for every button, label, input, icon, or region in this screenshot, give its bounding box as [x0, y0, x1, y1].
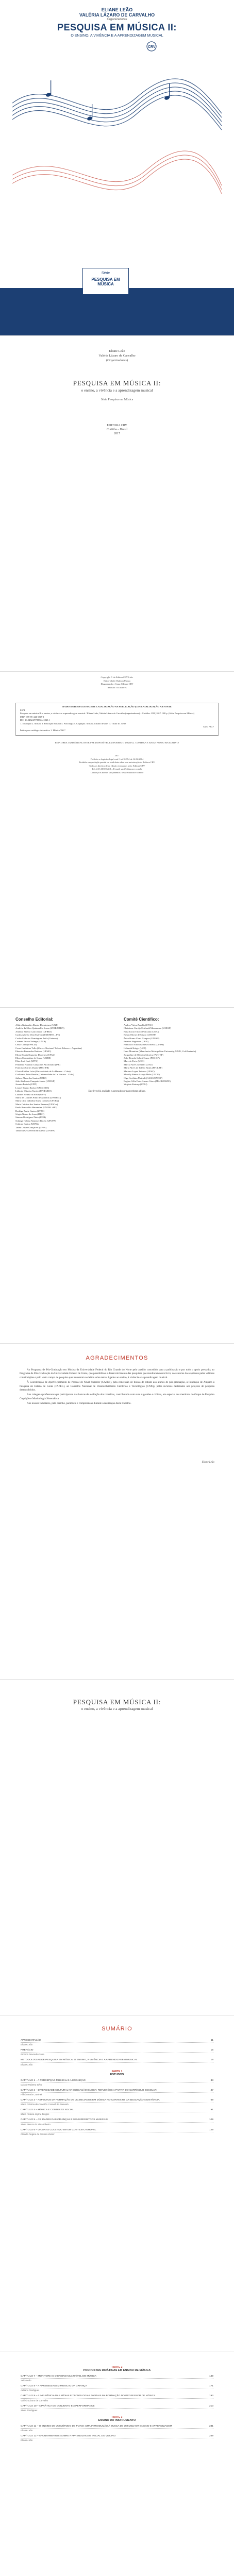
toc-entry-page: 109 — [209, 2119, 213, 2122]
toc-entry[interactable] — [21, 2119, 213, 2125]
toc-entry-title: CAPÍTULO 7 – MONITORIA E O ENSINO MULTINÍVEL EM MÚSICA — [21, 2375, 97, 2378]
editorial-council-title: Conselho Editorial: — [15, 1017, 54, 1022]
cover-subtitle: O ENSINO, A VIVÊNCIA E A APRENDIZAGEM MUSICAL — [71, 34, 163, 38]
toc-entry-title: CAPÍTULO 5 – AS IDADES DAS CRIANÇAS E SEUS REGISTROS MUSICAIS — [21, 2119, 108, 2122]
toc-entry-page: 259 — [209, 2435, 213, 2438]
council-member: Sydione Santos (UEPG) — [15, 1123, 39, 1126]
peer-review-note: Este livro foi avaliado e aprovado por pareceristas ad hoc. — [88, 1090, 146, 1093]
cover-series-name: PESQUISA EM MÚSICA — [91, 277, 120, 286]
legal-year: 2017 — [114, 754, 120, 757]
council-member: Eduardo Fernandes Barbosa (UFMG) — [15, 1050, 52, 1053]
council-member: Maria Cristina dos Santos Bezerra (UFSCar) — [15, 1103, 58, 1106]
publisher-name: EDITORA CRV — [107, 424, 127, 427]
half-title-page — [0, 336, 234, 672]
inner-subtitle: o ensino, a vivência e a aprendizagem musical — [81, 1706, 153, 1711]
council-member: Andréia da Silva Quintanilha Sousa (UNIR/UFRN) — [15, 1027, 64, 1030]
cover-page — [0, 0, 234, 336]
toc-entry-author: Flávia Maria Cruvinel — [21, 2093, 42, 2096]
council-member: Celso Conti (UFSCar) — [15, 1043, 37, 1046]
scientific-committee-list — [124, 1024, 227, 1087]
cover-author-2: VALÉRIA LÁZARO DE CARVALHO — [79, 12, 155, 18]
toc-entry-author: Eliane Leão — [21, 2439, 33, 2442]
cip-doi: DOI 10.24824/978854441845.1 — [20, 719, 50, 721]
paragraph: À Coordenação de Aperfeiçoamento de Pessoal de Nível Superior (CAPES), pela concessão de bolsas de estudo aos alunos de pós-graduação, à Fundação de Amparo à Pesquisa do Estado de Goiás (FAPEG), ao Conselho Nacional de Desenvolvimento Científico e Tecnológico (CNPq), pelos recursos destinados aos projetos de pesquisa desenvolvidos. — [20, 1381, 214, 1392]
council-member: Simone Rodrigues Pinto (UNB) — [15, 1116, 46, 1119]
council-member: Paulo Romualdo Hernandes (UNIFAL-MG) — [15, 1106, 58, 1109]
council-member: Sérgio Nunes de Jesus (IFRO) — [15, 1112, 44, 1115]
toc-entry[interactable] — [21, 2405, 213, 2412]
toc-entry[interactable] — [21, 2039, 213, 2046]
legal-block — [0, 754, 234, 774]
council-member: Jacqueline de Oliveira Moreira (PUC-SP) — [124, 1053, 163, 1056]
toc-entry-title: CAPÍTULO 12 – APONTAMENTOS SOBRE A APRENDIZAGEM INICIAL DO VIOLINO — [21, 2435, 116, 2438]
toc-entry-author: Eliane Leão — [21, 2063, 33, 2066]
half-title-subtitle: o ensino, a vivência e a aprendizagem musical — [81, 388, 153, 393]
council-member: Elizeu Clementino de Souza (UNEB) — [15, 1057, 51, 1060]
cover-series-box — [82, 268, 129, 295]
paragraph: Aos colegas e professores que participaram das bancas de avaliação dos trabalhos, contribuindo com suas sugestões e críticas, em especial aos membros do Grupo de Pesquisa Cognição e Musicologia Sistemática. — [20, 1393, 214, 1400]
toc-entry-author: Claudia Regina de Oliveira Zanini — [21, 2132, 55, 2136]
council-member: Aldira Guimarães Duarte Domínguez (UNB) — [15, 1024, 58, 1026]
cip-body: Pesquisa em música II: o ensino, a vivência e a aprendizagem musical / Eliane Leão, Valéria Lázaro de Carvalho (organizadoras) – Curitiba: CRV, 2017. 308 p. (Série Pesquisa em Música) — [20, 712, 195, 715]
toc-entry-author: Ricardo Dourado Freire — [21, 2053, 44, 2056]
toc-entry-title: CAPÍTULO 10 – A PRÁTICA DE CONJUNTO E A PERFORMANCE — [21, 2404, 95, 2408]
half-title-title: PESQUISA EM MÚSICA II: — [73, 379, 161, 387]
cip-cdd: CDD 780.7 — [203, 725, 214, 728]
council-member: Leonel Severo Rocha (UNISINOS) — [15, 1086, 49, 1089]
council-member: Marcia Alves Tassinari (USU) — [124, 1063, 153, 1066]
toc-entry-page: 47 — [210, 2089, 213, 2092]
toc-entry-title: CAPÍTULO 9 – A INFLUÊNCIA DAS MÍDIAS E TECNOLOGIAS DIGITAIS NA FORMAÇÃO DO PROFESSOR DE MÚSICA — [21, 2395, 156, 2398]
toc-entry[interactable] — [21, 2109, 213, 2115]
half-title-org-1: Eliane Leão — [109, 349, 125, 353]
cip-subjects: 1. Educação 2. Música 3. Educação musical 4. Psicologia 5. Cognição. Música. Ensino de arte. II. Título III. Série — [20, 722, 126, 725]
cover-bottom-band — [0, 288, 234, 335]
toc-entry-page: 149 — [209, 2375, 213, 2378]
review-line: Revisão: Os Autores — [107, 686, 127, 689]
publisher-place: Curitiba – Brasil — [107, 428, 127, 431]
council-member: Solange Helena Ximenes-Rocha (UFOPA) — [15, 1119, 56, 1122]
toc-entry[interactable] — [21, 2375, 213, 2382]
council-member: Andrea Vieira Zanella (UFSC) — [124, 1024, 153, 1026]
toc-entry[interactable] — [21, 2079, 213, 2086]
acknowledgements-title: AGRADECIMENTOS — [86, 1355, 148, 1361]
design-line: Diagramação e Capa: Editora CRV — [101, 683, 133, 685]
svg-text:CRV: CRV — [148, 45, 156, 49]
council-member: Maria Alves de Toledo Bruns (FFCLRP) — [124, 1066, 162, 1070]
toc-part-2-chapters — [21, 2375, 213, 2412]
toc-part-1-name: ESTUDOS — [110, 2073, 124, 2076]
toc-part-2 — [21, 2366, 213, 2372]
toc-part-1-chapters — [21, 2079, 213, 2136]
toc-list-1 — [21, 2039, 213, 2139]
acknowledgements-body — [20, 1368, 214, 1407]
toc-entry[interactable] — [21, 2385, 213, 2392]
council-member: João Adalberto Campato Junior (UNESP) — [15, 1079, 55, 1082]
council-member: Antônio Pereira Gaio Júnior (UFRRJ) — [15, 1030, 52, 1033]
scientific-committee-title: Comitê Científico: — [124, 1017, 159, 1022]
editorial-council-list — [15, 1024, 119, 1132]
cover-series-label: Série — [101, 272, 110, 275]
toc-page-1 — [0, 2015, 234, 2351]
toc-part-2-name: PROPOSTAS DIDÁTICAS EM ENSINO DE MÚSICA — [83, 2369, 151, 2372]
toc-front-matter — [21, 2039, 213, 2066]
toc-entry[interactable] — [21, 2425, 213, 2432]
toc-entry-page: 171 — [209, 2385, 213, 2388]
toc-entry-page: 11 — [211, 2039, 213, 2042]
toc-entry-page: 69 — [210, 2099, 213, 2102]
council-member: Francisco Nilton Gomes Oliveira (UFSM) — [124, 1043, 164, 1046]
toc-entry-author: Sônia Tereza da Silva Ribeiro — [21, 2123, 51, 2126]
copyright-line: Copyright © da Editora CRV Ltda. — [101, 676, 133, 679]
acknowledgements-page — [0, 1344, 234, 1680]
council-member: Monilly Ramos Araujo Melo (UFCG) — [124, 1073, 160, 1076]
cover-author-1: ELIANE LEÃO — [101, 7, 133, 12]
cip-entry: P474 — [20, 708, 25, 711]
cover-organizers-label: Organizadoras — [107, 18, 127, 21]
toc-entry[interactable] — [21, 2089, 213, 2096]
legal-reserved: Todos os direitos desta edição reservados pela: Editora CRV — [89, 764, 145, 767]
toc-entry-title: CAPÍTULO 3 – ASPECTOS DA FORMAÇÃO DE LICENCIADOS EM MÚSICA NO CONTEXTO DA EDUCAÇÃO A DISTÂNCIA — [21, 2099, 160, 2102]
scientific-committee — [124, 1017, 227, 1087]
legal-deposit: Foi feito o depósito legal conf. Lei 10.994 de 14/12/2004 — [90, 757, 144, 760]
half-title-series: Série Pesquisa em Música — [101, 398, 133, 401]
toc-entry-title: CAPÍTULO 11 – O ENSINO DE UM MÉTODO DE PIANO: UMA INTRODUÇÃO À BUSCA DE UM MELHOR ENSINO E APRENDIZAGEM — [21, 2425, 172, 2428]
council-member: Lídia de Oliveira Xavier (UNIEURO) — [15, 1090, 52, 1093]
editorial-council — [15, 1017, 119, 1132]
council-member: Fernando Antônio Gonçalves Alcoforado (IPB) — [15, 1063, 61, 1066]
toc-entry-title: CAPÍTULO 4 – MÚSICA E CONTEXTO SOCIAL — [21, 2109, 74, 2112]
council-member: Marcelo Porto (UEG) — [124, 1060, 145, 1063]
publisher-year: 2017 — [114, 432, 120, 435]
council-member: Olga Ceciliato Mattioli (ASSIS/UNESP) — [124, 1076, 163, 1079]
cover-illustration — [12, 41, 222, 283]
toc-entry-title: METODOLOGIAS DE PESQUISA EM MÚSICA: O ENSINO, A VIVÊNCIA E A APRENDIZAGEM MUSICAL — [21, 2059, 138, 2062]
toc-entry-page: 193 — [209, 2395, 213, 2398]
council-member: Christiane Carrijo Eckhardt Mouammar (UNESP) — [124, 1027, 172, 1030]
toc-entry-page: 91 — [210, 2109, 213, 2112]
toc-entry-author: Maria Helena Jayme Borges — [21, 2113, 49, 2116]
council-member: Maria de Lourdes Pinto de Almeida (UNOESC) — [15, 1096, 61, 1099]
toc-entry[interactable] — [21, 2129, 213, 2136]
legal-contact: Tel.: (41) 3039-6418 – E-mail: sac@editoracrv.com.br — [91, 768, 142, 770]
toc-entry-author: Zelia Leão — [21, 2379, 31, 2382]
toc-entry[interactable] — [21, 2395, 213, 2401]
cover-title: PESQUISA EM MÚSICA II: — [57, 22, 177, 32]
council-member: Edson Olivari de Castro (UNESP) — [124, 1033, 157, 1037]
council-member: Josania Portela (UFPI) — [15, 1083, 37, 1086]
inner-title: PESQUISA EM MÚSICA II: — [73, 1698, 161, 1706]
toc-entry[interactable] — [21, 2099, 213, 2106]
half-title-org-2: Valéria Lázaro de Carvalho — [98, 354, 136, 358]
toc-title: SUMÁRIO — [102, 2026, 132, 2032]
council-member: Carlos Federico Dominguez Avila (Unieuro) — [15, 1037, 58, 1040]
legal-ban: Proibida a reprodução parcial ou total desta obra sem autorização da Editora CRV — [79, 761, 155, 764]
cip-title: DADOS INTERNACIONAIS DE CATALOGAÇÃO NA PUBLICAÇÃO (CIP) CATALOGAÇÃO NA FONTE — [62, 705, 172, 708]
council-member: Tadeu Oliver Gonçalves (UFPA) — [15, 1126, 47, 1129]
toc-entry-author: Adriana Rodrigues — [21, 2389, 40, 2392]
half-title-org-3: (Organizadoras) — [106, 359, 128, 362]
council-member: Fauston Negreiros (UFPI) — [124, 1040, 148, 1043]
toc-entry-page: 129 — [209, 2128, 213, 2131]
toc-page-2 — [0, 2351, 234, 2576]
council-member: Carlos Alberto Vilar Estêvão (UMINHO – PT) — [15, 1033, 60, 1037]
council-member: Tania Suely Azevedo Brasileiro (UFOPA) — [15, 1129, 56, 1132]
half-title-organizers — [0, 349, 234, 363]
council-member: Gloria Fariñas León (Universidade de La Havana – Cuba) — [15, 1070, 71, 1073]
toc-part-3-name: ENSINO DO INSTRUMENTO — [98, 2418, 136, 2422]
toc-entry-author: Eliane Leão — [21, 2429, 33, 2432]
toc-entry[interactable] — [21, 2059, 213, 2065]
cip-isbn: ISBN 978-85-444-1845-1 — [20, 715, 44, 718]
cip-box — [15, 703, 219, 736]
cover-authors — [0, 7, 234, 18]
council-member: Carmen Tereza Velanga (UNIR) — [15, 1040, 46, 1043]
toc-entry-title: CAPÍTULO 2 – DIVERSIDADE CULTURAL NA EDUCAÇÃO BÁSICA: REFLEXÕES A PARTIR DO CURRÍCULO ESCOLAR — [21, 2089, 157, 2092]
council-member: Francisco Carlos Duarte (PUC-PR) — [15, 1066, 49, 1070]
copyright-page — [0, 672, 234, 1008]
digital-edition-notice: ESTA OBRA TAMBÉM ENCONTRA-SE DISPONÍVEL EM FORMATO DIGITAL. CONHEÇA E BAIXE NOSSO APLICATIVO! — [55, 741, 179, 744]
toc-entry-author: Maria Cristina de Carvalho Cascelli de Azevedo — [21, 2103, 69, 2106]
council-member: Lourdes Helena da Silva (UFV) — [15, 1093, 46, 1096]
council-member: Elione Maria Nogueira Diogenes (UFAL) — [15, 1053, 55, 1056]
toc-part-2-label: PARTE 2 — [111, 2366, 123, 2369]
editor-line: Editor-chefe: Railson Moura — [104, 679, 130, 682]
paragraph: Ao Programa de Pós-Graduação em Música da Universidade Federal do Rio Grande do Norte pelo auxílio concedido para a publicação e por todo o apoio prestado; ao Programa de Pós-Graduação da Universidade Federal de Goiás, que possibilitou o desenvolvimento das pesquisas que resultaram neste livro; aos autores dos capítulos pelas valiosas contribuições e pelo vasto campo de pesquisa que trouxeram ao leitor sobre temas ligados ao ensino, à vivência e à aprendizagem musical. — [20, 1368, 214, 1379]
council-member: Ilana Mountian (Manchester Metropolitan University, MMU, Grã-Bretanha) — [124, 1050, 196, 1053]
toc-entry-page: 19 — [210, 2059, 213, 2062]
copyright-credits — [0, 676, 234, 689]
council-member: Érico Bruno Viana Campos (UNESP) — [124, 1037, 160, 1040]
cip-index: Índice para catálogo sistemático 1. Música 780.7 — [20, 728, 65, 732]
council-member: Regina Célia Faria Amaro Giora (MACKENZIE) — [124, 1079, 171, 1082]
council-member: Mariana Lopez Teixeira (UFSC) — [124, 1070, 155, 1073]
council-member: Rodrigo Pratte-Santos (UFES) — [15, 1109, 45, 1112]
toc-entry[interactable] — [21, 2049, 213, 2056]
toc-entry-author: Eliane Leão — [21, 2043, 33, 2046]
acknowledgements-signature: Eliane Leão — [202, 1461, 214, 1464]
toc-entry-page: 231 — [209, 2425, 213, 2428]
council-member: Cesar Gerónimo Tello (Univer. Nacional Três de Febrero – Argentina) — [15, 1046, 82, 1049]
toc-entry-title: PREFÁCIO — [21, 2049, 34, 2052]
toc-part-3 — [21, 2416, 213, 2422]
toc-part-3-chapters — [21, 2425, 213, 2442]
toc-part-1 — [21, 2070, 213, 2076]
council-member: Helmuth Krüger (UCP) — [124, 1046, 146, 1049]
legal-site: Conheça os nossos lançamentos: www.editoracrv.com.br — [90, 771, 144, 774]
council-member: Guillermo Arias Beatón (Universidade de La Havana – Cuba) — [15, 1073, 74, 1076]
council-member: Élsio José Corá (UFFS) — [15, 1060, 38, 1063]
councils-page — [0, 1008, 234, 1344]
toc-part-1-label: PARTE 1 — [111, 2070, 123, 2073]
toc-entry-title: CAPÍTULO 8 – A APRENDIZAGEM MUSICAL DA CRIANÇA — [21, 2385, 87, 2388]
toc-entry-page: 15 — [210, 2049, 213, 2052]
inner-title-page — [0, 1680, 234, 2015]
toc-entry[interactable] — [21, 2435, 213, 2442]
council-member: Edna Lúcia Tinoco Ponciano (UERJ) — [124, 1030, 159, 1033]
toc-entry-title: CAPÍTULO 6 – O CANTO COLETIVO EM UM CONTEXTO GRUPAL — [21, 2128, 96, 2131]
council-member: Jailson Alves dos Santos (UFRJ) — [15, 1076, 47, 1079]
toc-entry-author: Sônia Rodrigues — [21, 2409, 38, 2412]
toc-entry-page: 213 — [209, 2404, 213, 2408]
half-title-publisher — [0, 423, 234, 436]
toc-entry-author: Valéria Lázaro de Carvalho — [21, 2399, 48, 2402]
toc-entry-author: Cássio Roberto Silva — [21, 2083, 42, 2086]
council-member: Virgínia Kastrup (UFRJ) — [124, 1083, 147, 1086]
toc-entry-title: APRESENTAÇÃO — [21, 2039, 41, 2042]
toc-entry-title: CAPÍTULO 1 – A PERCEPÇÃO MUSICAL E A COGNIÇÃO — [21, 2079, 86, 2082]
toc-list-2 — [21, 2362, 213, 2445]
toc-entry-page: 33 — [210, 2079, 213, 2082]
paragraph: Aos nossos familiares, pelo carinho, paciência e compreensão durante a realização deste trabalho. — [27, 1402, 131, 1405]
council-member: João Ricardo Lebert Cozac (PUC-SP) — [124, 1057, 160, 1060]
toc-part-3-label: PARTE 3 — [111, 2415, 123, 2419]
council-member: Maria Lília Imbiriba Sousa Colares (UFOPA) — [15, 1099, 59, 1103]
